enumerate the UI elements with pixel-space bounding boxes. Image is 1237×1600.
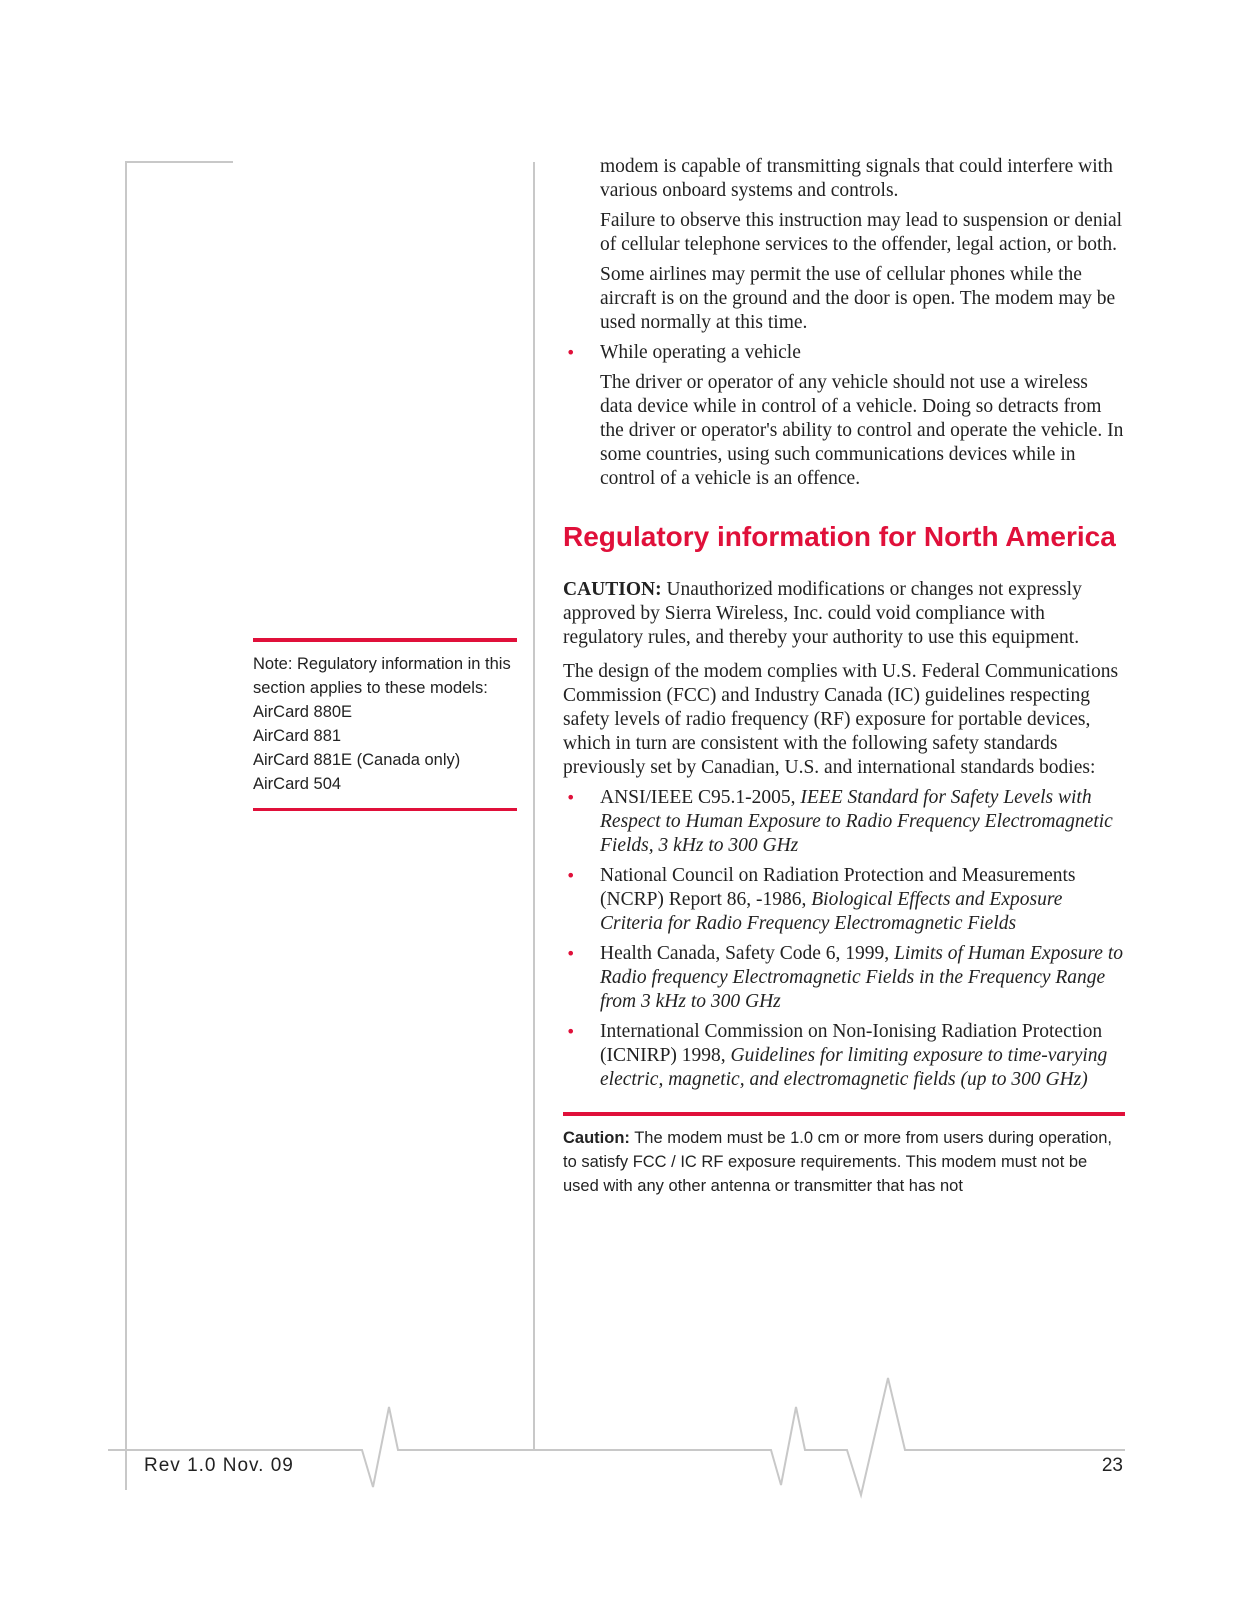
caution-text: Unauthorized modifications or changes not expressly approved by Sierra Wireless, Inc. could void compliance with regulatory rules, and thereby your authority to use this equipment. bbox=[563, 579, 1082, 648]
footer-revision: Rev 1.0 Nov. 09 bbox=[144, 1455, 294, 1476]
standard-item bbox=[563, 942, 1125, 1014]
caution-box bbox=[563, 1112, 1125, 1198]
standard-plain: ANSI/IEEE C95.1-2005, bbox=[600, 787, 801, 808]
standard-item bbox=[563, 786, 1125, 858]
bullet-icon: • bbox=[566, 788, 576, 807]
standard-title: Guidelines for limiting exposure to time-varying electric, magnetic, and electromagnetic fields (up to 300 GHz) bbox=[600, 1045, 1108, 1090]
standard-plain: National Council on Radiation Protection and Measurements (NCRP) Report 86, -1986, bbox=[600, 865, 1076, 910]
standard-plain: International Commission on Non-Ionising Radiation Protection (ICNIRP) 1998, bbox=[600, 1021, 1103, 1066]
main-column bbox=[563, 155, 1125, 1198]
note-rule-bottom bbox=[253, 808, 517, 811]
airlines-paragraph: Some airlines may permit the use of cellular phones while the aircraft is on the ground and the door is open. The modem may be used normally at this time. bbox=[600, 264, 1116, 333]
left-frame-line bbox=[126, 162, 233, 1490]
failure-paragraph: Failure to observe this instruction may lead to suspension or denial of cellular telephone services to the offender, legal action, or both. bbox=[600, 210, 1123, 255]
section-heading: Regulatory information for North America bbox=[563, 521, 1116, 552]
bullet-icon: • bbox=[566, 866, 576, 885]
sidebar-note bbox=[253, 638, 517, 811]
heartbeat-line bbox=[108, 1378, 1125, 1495]
caution-box-text bbox=[563, 1126, 1125, 1198]
bullet-vehicle-text: While operating a vehicle bbox=[600, 342, 801, 363]
note-model: AirCard 504 bbox=[253, 775, 342, 793]
caution-label: CAUTION: bbox=[563, 579, 662, 600]
caution-paragraph bbox=[563, 578, 1125, 650]
caution-box-label: Caution: bbox=[563, 1129, 630, 1147]
standard-plain: Health Canada, Safety Code 6, 1999, bbox=[600, 943, 895, 964]
bullet-icon: • bbox=[566, 343, 576, 362]
note-model: AirCard 880E bbox=[253, 703, 353, 721]
caution-box-body: The modem must be 1.0 cm or more from users during operation, to satisfy FCC / IC RF exposure requirements. This modem must not be used with any other antenna or transmitter that has not bbox=[563, 1129, 1112, 1195]
continued-paragraph: modem is capable of transmitting signals that could interfere with various onboard systems and controls. bbox=[600, 156, 1113, 201]
bullet-icon: • bbox=[566, 944, 576, 963]
caution-rule bbox=[563, 1112, 1125, 1116]
note-rule-top bbox=[253, 638, 517, 642]
standard-item bbox=[563, 1020, 1125, 1092]
standard-title: Biological Effects and Exposure Criteria for Radio Frequency Electromagnetic Fields bbox=[600, 889, 1063, 934]
standard-title: Limits of Human Exposure to Radio frequency Electromagnetic Fields in the Frequency Range from 3 kHz to 300 GHz bbox=[600, 943, 1124, 1012]
footer-page-number: 23 bbox=[1101, 1455, 1123, 1476]
bullet-vehicle bbox=[563, 341, 1125, 365]
note-model: AirCard 881 bbox=[253, 727, 342, 745]
standard-item bbox=[563, 864, 1125, 936]
design-paragraph: The design of the modem complies with U.S. Federal Communications Commission (FCC) and Industry Canada (IC) guidelines respecting safety levels of radio frequency (RF) exposure for portable devices, which in turn are consistent with the following safety standards previously set by Canadian, U.S. and international standards bodies: bbox=[563, 661, 1119, 778]
bullet-icon: • bbox=[566, 1022, 576, 1041]
note-text: Note: Regulatory information in this section applies to these models: bbox=[253, 655, 511, 697]
standard-title: IEEE Standard for Safety Levels with Respect to Human Exposure to Radio Frequency Electromagnetic Fields, 3 kHz to 300 GHz bbox=[600, 787, 1113, 856]
note-model: AirCard 881E (Canada only) bbox=[253, 751, 461, 769]
vehicle-paragraph: The driver or operator of any vehicle should not use a wireless data device while in control of a vehicle. Doing so detracts from the driver or operator's ability to control and operate the vehicle. In some countries, using such communications devices while in control of a vehicle is an offence. bbox=[600, 372, 1124, 489]
